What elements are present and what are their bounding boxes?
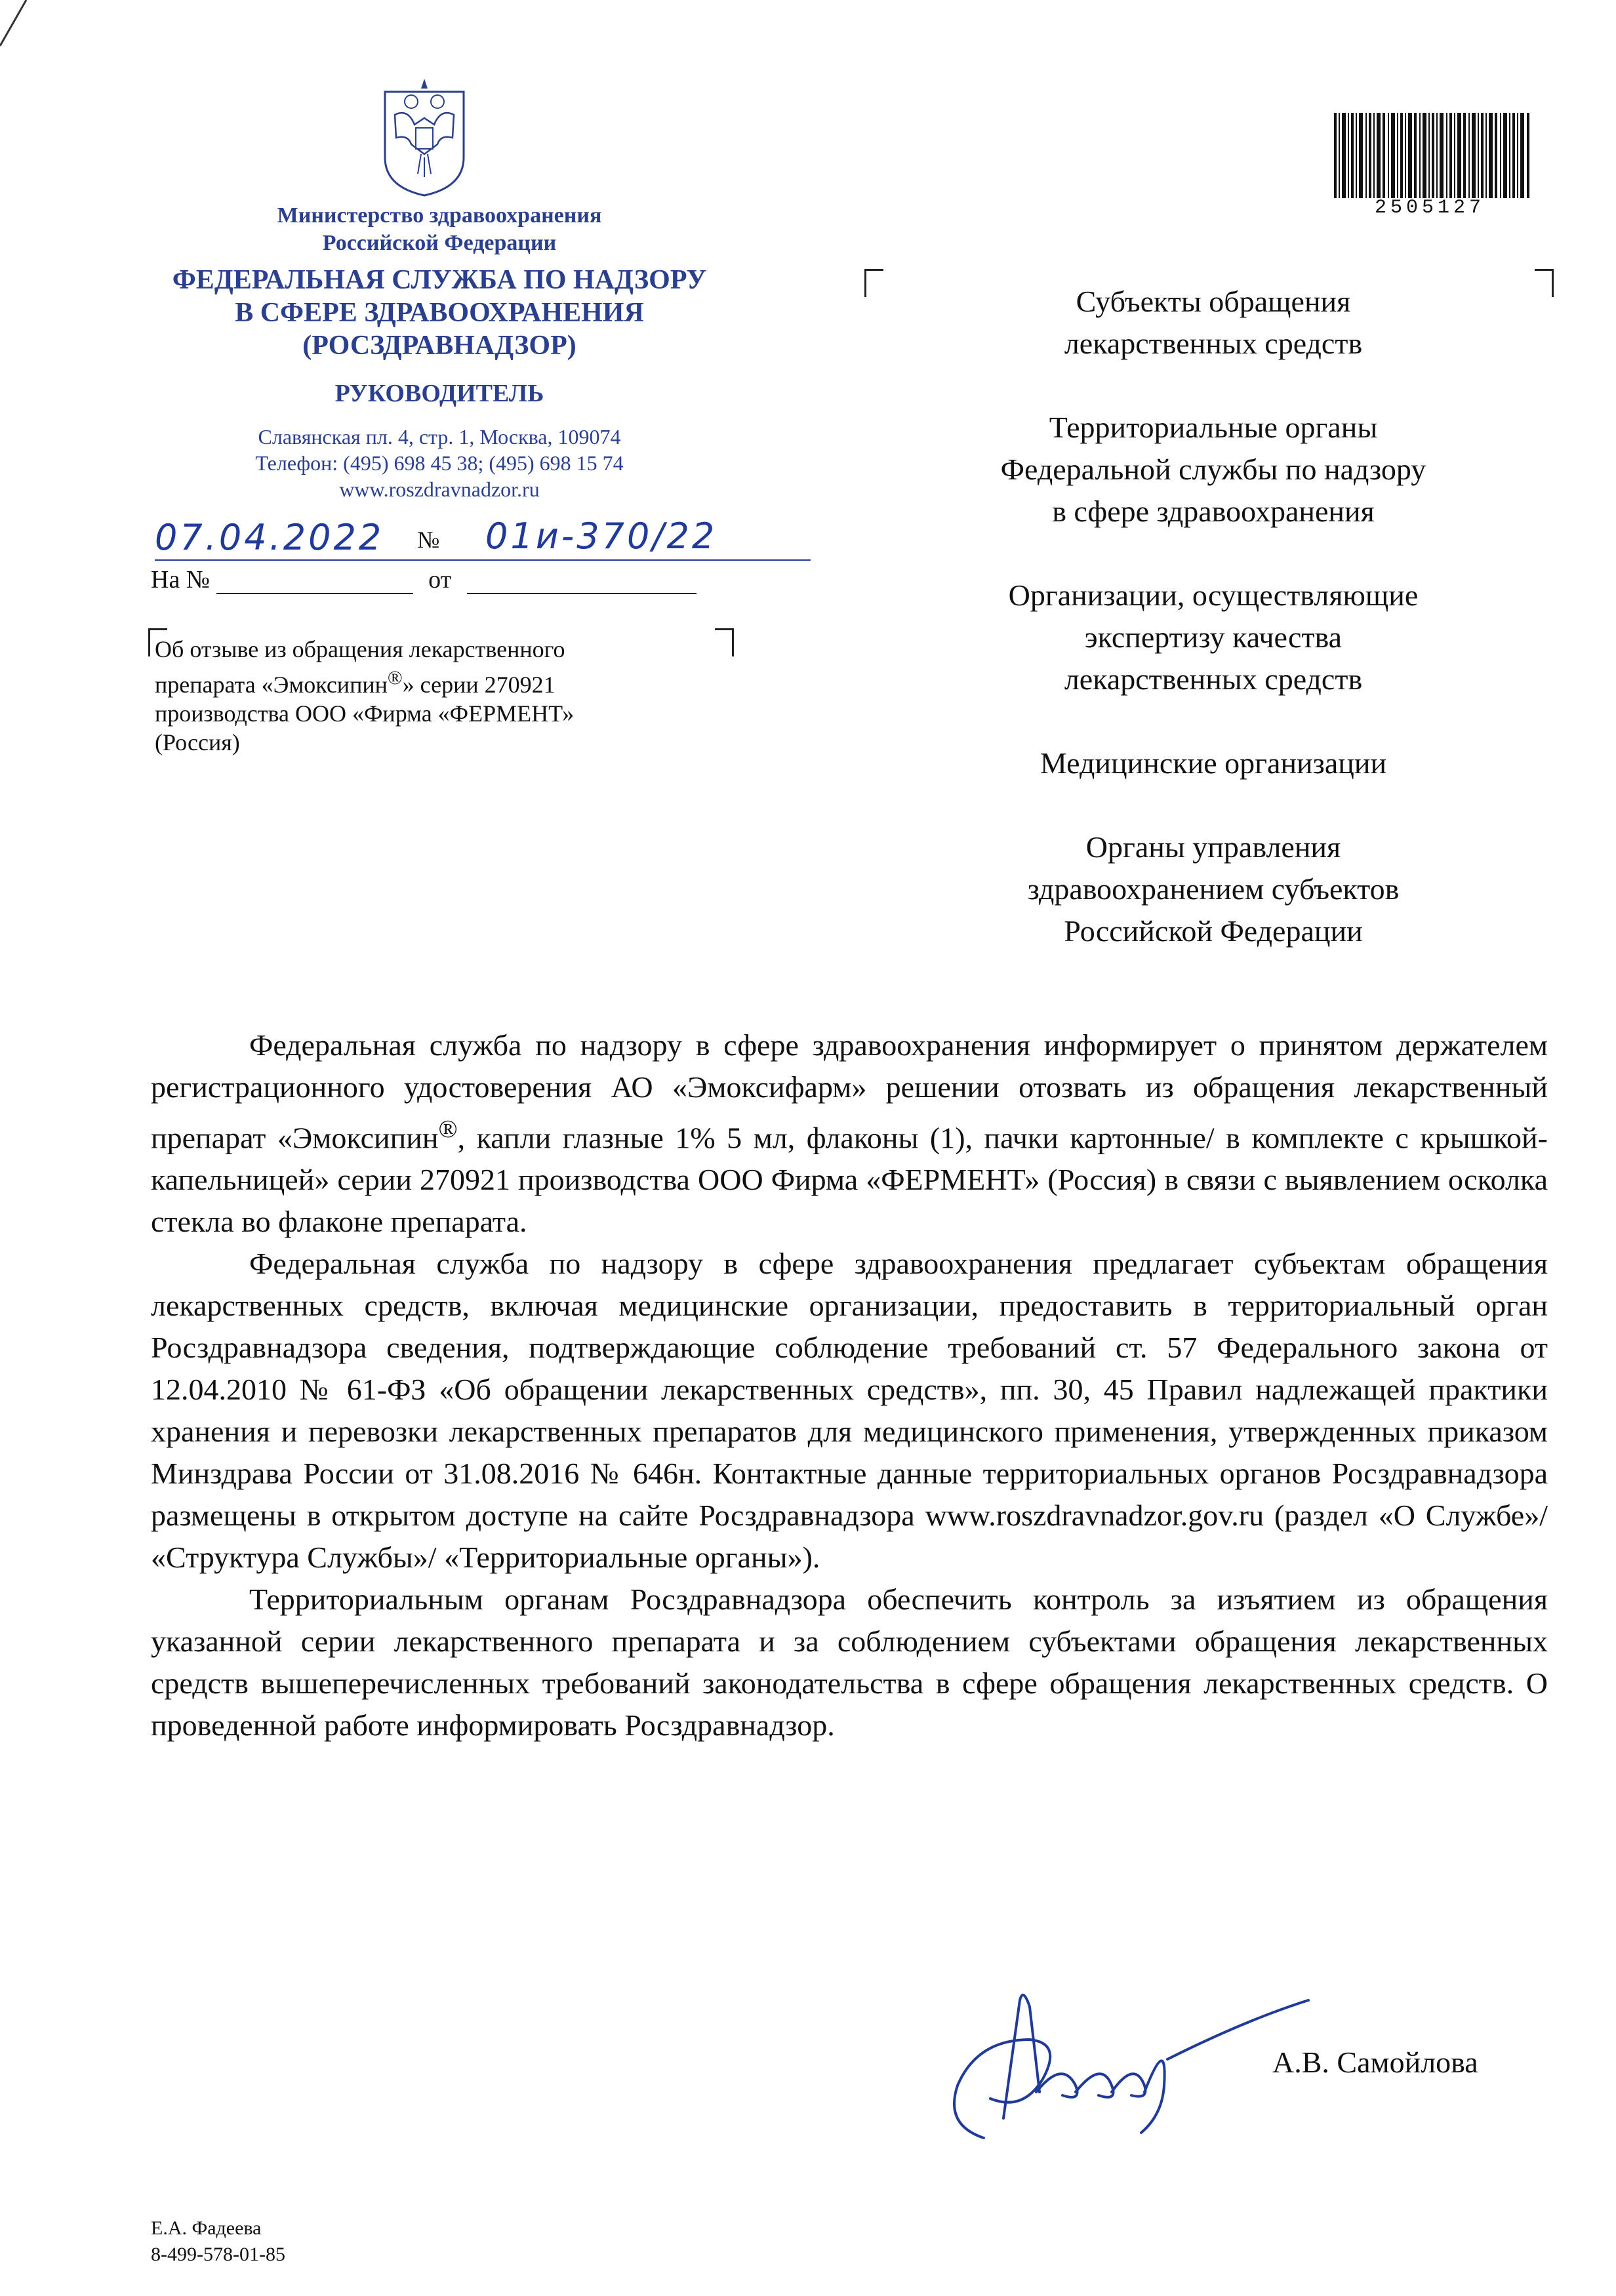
registration-number: 01и-370/22 <box>485 515 717 557</box>
executor-phone: 8-499-578-01-85 <box>151 2244 285 2265</box>
body-paragraph-2: Федеральная служба по надзору в сфере здравоохранения предлагает субъектам обращения лекарственных средств, включая медицинские организации, предоставить в территориальный орган Росздравнадзора сведения, подтверждающие соблюдение требований ст. 57 Федерального закона от 12.04.2010 № 61-ФЗ «Об обращении лекарственных средств», пп. 30, 45 Правил надлежащей практики хранения и перевозки лекарственных препаратов для медицинского применения, утвержденных приказом Минздрава России от 31.08.2016 № 646н. Контактные данные территориальных органов Росздравнадзора размещены в открытом доступе на сайте Росздравнадзора www.roszdravnadzor.gov.ru (раздел «О Службе»/ «Структура Службы»/ «Территориальные органы»). <box>151 1247 1548 1575</box>
subject-line-4: (Россия) <box>155 729 240 755</box>
barcode-number: 2505127 <box>1374 197 1485 219</box>
recipient-1: Субъекты обращения лекарственных средств <box>1064 285 1363 360</box>
reply-number-blank <box>216 571 413 594</box>
recipient-2: Территориальные органы Федеральной службы по надзору в сфере здравоохранения <box>1000 411 1426 528</box>
coat-of-arms-emblem <box>375 66 474 197</box>
address-line: Славянская пл. 4, стр. 1, Москва, 109074 <box>258 425 621 449</box>
executor-name: Е.А. Фадеева <box>151 2217 262 2239</box>
head-title: РУКОВОДИТЕЛЬ <box>334 380 544 407</box>
executor-block <box>151 2215 285 2268</box>
reply-reference <box>151 565 741 594</box>
subject <box>155 635 706 757</box>
service-line-3: (РОСЗДРАВНАДЗОР) <box>302 331 576 361</box>
handwritten-signature <box>905 1961 1312 2151</box>
ministry-name <box>138 202 741 257</box>
website-line: www.roszdravnadzor.ru <box>339 477 540 501</box>
phone-line: Телефон: (495) 698 45 38; (495) 698 15 74 <box>255 451 624 475</box>
registration-date: 07.04.2022 <box>155 517 384 558</box>
scan-corner-mark <box>0 0 39 52</box>
recipient-4: Медицинские организации <box>1040 746 1387 780</box>
body-paragraph-3: Территориальным органам Росздравнадзора обеспечить контроль за изъятием из обращения указанной серии лекарственного препарата и за соблюдением субъектами обращения лекарственных средств вышеперечисленных требований законодательства в сфере обращения лекарственных средств. О проведенной работе информировать Росздравнадзор. <box>151 1582 1548 1742</box>
subject-line-3: производства ООО «Фирма «ФЕРМЕНТ» <box>155 700 575 727</box>
registration-number-sign: № <box>417 527 440 553</box>
recipient-5: Органы управления здравоохранением субъектов Российской Федерации <box>1027 830 1400 948</box>
reply-from-label: от <box>428 566 452 594</box>
subject-line-2: препарата «Эмоксипин®» серии 270921 <box>155 667 556 698</box>
recipient-3: Организации, осуществляющие экспертизу качества лекарственных средств <box>1008 578 1419 696</box>
subject-corner-right <box>715 628 734 656</box>
registration-underline <box>155 557 811 563</box>
subject-line-1: Об отзыве из обращения лекарственного <box>155 636 565 662</box>
service-line-1: ФЕДЕРАЛЬНАЯ СЛУЖБА ПО НАДЗОРУ <box>172 265 707 295</box>
letter-body <box>151 1024 1548 1746</box>
reply-label: На № <box>151 566 211 594</box>
barcode <box>1334 113 1531 198</box>
address-block <box>138 424 741 502</box>
ministry-line-1: Министерство здравоохранения <box>277 203 602 228</box>
reply-date-blank <box>467 571 697 594</box>
service-name <box>125 264 754 362</box>
recipients-corner-left <box>864 269 883 297</box>
signer-name: А.В. Самойлова <box>1272 2045 1478 2079</box>
recipients-block <box>885 281 1541 994</box>
body-paragraph-1: Федеральная служба по надзору в сфере здравоохранения информирует о принятом держателем регистрационного удостоверения АО «Эмоксифарм» решении отозвать из обращения лекарственный препарат «Эмоксипин®, капли глазные 1% 5 мл, флаконы (1), пачки картонные/ в комплекте с крышкой-капельницей» серии 270921 производства ООО Фирма «ФЕРМЕНТ» (Россия) в связи с выявлением осколка стекла во флаконе препарата. <box>151 1028 1548 1239</box>
ministry-line-2: Российской Федерации <box>322 231 557 255</box>
service-line-2: В СФЕРЕ ЗДРАВООХРАНЕНИЯ <box>235 298 644 328</box>
